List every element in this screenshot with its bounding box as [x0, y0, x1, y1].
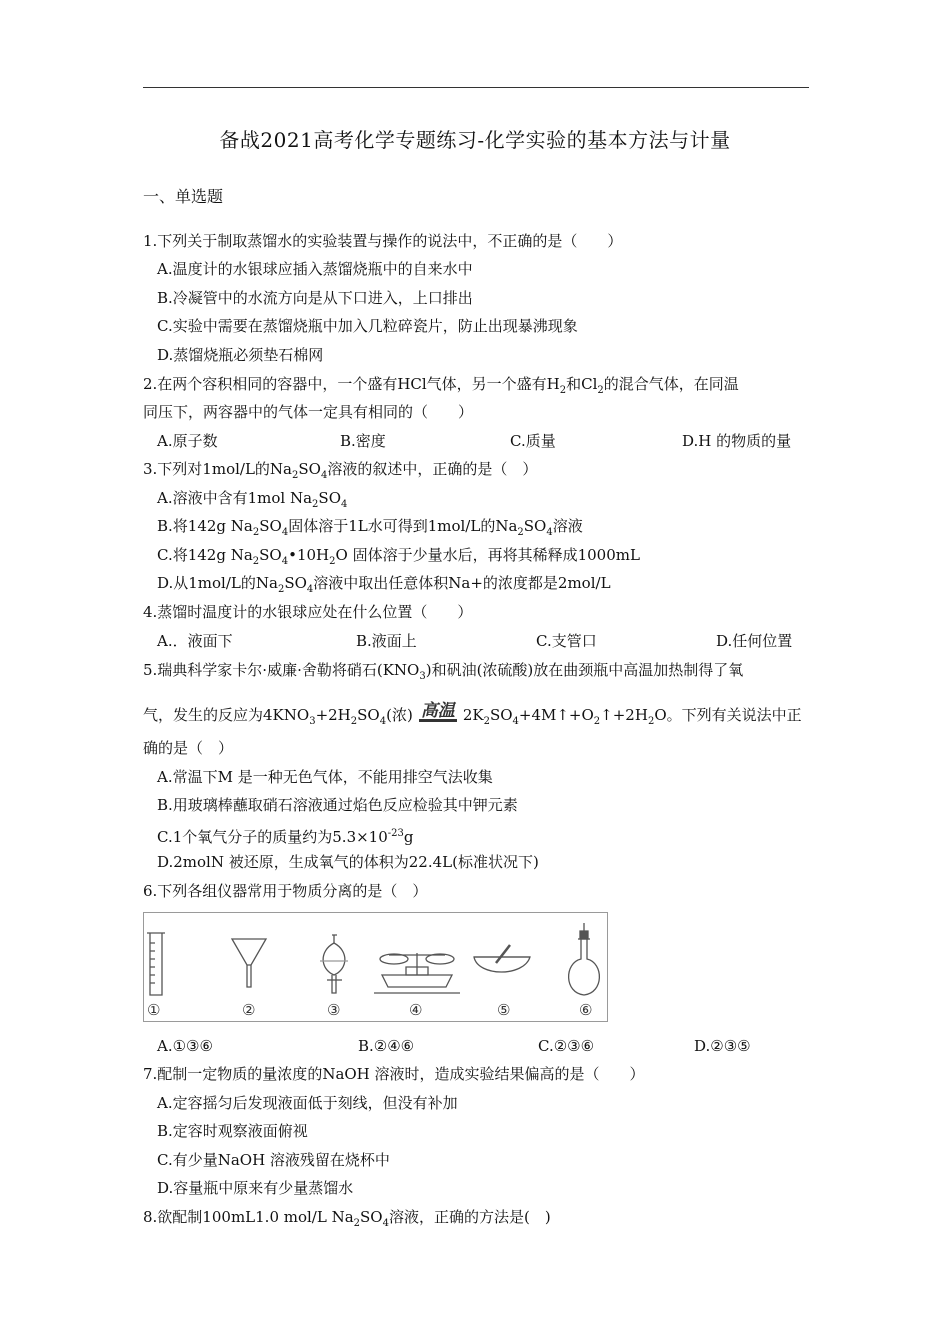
- question-7-option-a[interactable]: A.定容摇匀后发现液面低于刻线，但没有补加: [157, 1094, 458, 1112]
- question-3-stem: 3.下列对1mol/L的$Na_2SO_4$溶液的叙述中，正确的是（ ）: [143, 460, 538, 481]
- question-6-option-d[interactable]: D.②③⑤: [694, 1037, 751, 1055]
- question-5-stem-line3: 确的是（ ）: [143, 739, 234, 757]
- question-5-option-c[interactable]: C.1个氧气分子的质量约为$5.3\times 10^{-23}g$: [157, 828, 414, 846]
- question-6-stem: 6.下列各组仪器常用于物质分离的是（ ）: [143, 882, 428, 900]
- balance-icon: [374, 953, 460, 993]
- question-3-option-a[interactable]: A.溶液中含有1mol $Na_2SO_4$: [157, 489, 348, 510]
- question-7-stem: 7.配制一定物质的量浓度的NaOH 溶液时，造成实验结果偏高的是（ ）: [143, 1065, 645, 1083]
- page-title: 备战2021高考化学专题练习-化学实验的基本方法与计量: [219, 128, 731, 152]
- question-1-option-d[interactable]: D.蒸馏烧瓶必须垫石棉网: [157, 346, 324, 364]
- question-7-option-b[interactable]: B.定容时观察液面俯视: [157, 1122, 308, 1140]
- lab-instruments-figure: [143, 912, 608, 1022]
- question-4-option-a[interactable]: A.．液面下: [157, 632, 233, 650]
- question-5-option-d[interactable]: D.2molN 被还原，生成氧气的体积为22.4L(标准状况下): [157, 853, 539, 871]
- question-4-stem: 4.蒸馏时温度计的水银球应处在什么位置（ ）: [143, 603, 473, 621]
- question-2-option-c[interactable]: C.质量: [510, 432, 556, 450]
- question-5-option-a[interactable]: A.常温下M 是一种无色气体，不能用排空气法收集: [157, 768, 493, 786]
- reaction-condition-label: 高温: [420, 701, 455, 721]
- question-6-option-a[interactable]: A.①③⑥: [157, 1037, 213, 1055]
- question-4-option-b[interactable]: B.液面上: [356, 632, 417, 650]
- evaporating-dish-icon: [474, 945, 530, 972]
- figure-label-3: ③: [327, 1001, 341, 1019]
- instruments-drawing: [144, 913, 607, 1021]
- question-6-option-b[interactable]: B.②④⑥: [358, 1037, 415, 1055]
- funnel-icon: [232, 939, 266, 987]
- question-1-option-a[interactable]: A.温度计的水银球应插入蒸馏烧瓶中的自来水中: [157, 260, 473, 278]
- graduated-cylinder-icon: [147, 933, 165, 995]
- question-3-option-c[interactable]: C.将142g $Na_2SO_4•10H_2O$ 固体溶于少量水后，再将其稀释成1000mL: [157, 546, 640, 567]
- question-4-option-c[interactable]: C.支管口: [536, 632, 597, 650]
- question-2-option-d[interactable]: D.H 的物质的量: [682, 432, 792, 450]
- question-2-stem-line2: 同压下，两容器中的气体一定具有相同的（ ）: [143, 403, 474, 421]
- question-8-stem: 8.欲配制100mL1.0 mol/L $Na_2SO_4$溶液，正确的方法是( ): [143, 1208, 551, 1229]
- figure-label-5: ⑤: [497, 1001, 511, 1019]
- separatory-funnel-icon: [320, 935, 348, 993]
- section-heading: 一、单选题: [143, 187, 224, 206]
- question-7-option-c[interactable]: C.有少量NaOH 溶液残留在烧杯中: [157, 1151, 390, 1169]
- figure-label-1: ①: [147, 1001, 161, 1019]
- question-2-option-a[interactable]: A.原子数: [157, 432, 218, 450]
- question-3-option-b[interactable]: B.将142g $Na_2SO_4$固体溶于1L水可得到1mol/L的$Na_2SO_4$溶液: [157, 517, 583, 538]
- figure-label-4: ④: [409, 1001, 423, 1019]
- header-rule: [143, 87, 809, 88]
- question-1-option-c[interactable]: C.实验中需要在蒸馏烧瓶中加入几粒碎瓷片，防止出现暴沸现象: [157, 317, 578, 335]
- question-3-option-d[interactable]: D.从1mol/L的$Na_2SO_4$溶液中取出任意体积Na+的浓度都是2mol/L: [157, 574, 611, 595]
- question-1-option-b[interactable]: B.冷凝管中的水流方向是从下口进入，上口排出: [157, 289, 473, 307]
- question-5-stem-line1: 5.瑞典科学家卡尔·威廉·舍勒将硝石$(KNO_3)$和矾油(浓硫酸)放在曲颈瓶中高温加热制得了氧: [143, 661, 744, 682]
- question-2-option-b[interactable]: B.密度: [340, 432, 386, 450]
- question-6-option-c[interactable]: C.②③⑥: [538, 1037, 595, 1055]
- question-4-option-d[interactable]: D.任何位置: [716, 632, 793, 650]
- question-1-stem: 1.下列关于制取蒸馏水的实验装置与操作的说法中，不正确的是（ ）: [143, 232, 623, 250]
- question-5-stem-line2: 气，发生的反应为$4KNO_3+2H_2SO_4$(浓) 高温 $2K_2SO_4+4M↑+O_2↑+2H_2O$。下列有关说法中正: [143, 701, 802, 727]
- figure-label-6: ⑥: [579, 1001, 593, 1019]
- question-2-stem-line1: 2.在两个容积相同的容器中，一个盛有HCl气体，另一个盛有$H_2$和$Cl_2$的混合气体，在同温: [143, 375, 739, 396]
- question-5-option-b[interactable]: B.用玻璃棒蘸取硝石溶液通过焰色反应检验其中钾元素: [157, 796, 518, 814]
- figure-label-2: ②: [242, 1001, 256, 1019]
- question-7-option-d[interactable]: D.容量瓶中原来有少量蒸馏水: [157, 1179, 354, 1197]
- round-bottom-flask-icon: [569, 923, 600, 995]
